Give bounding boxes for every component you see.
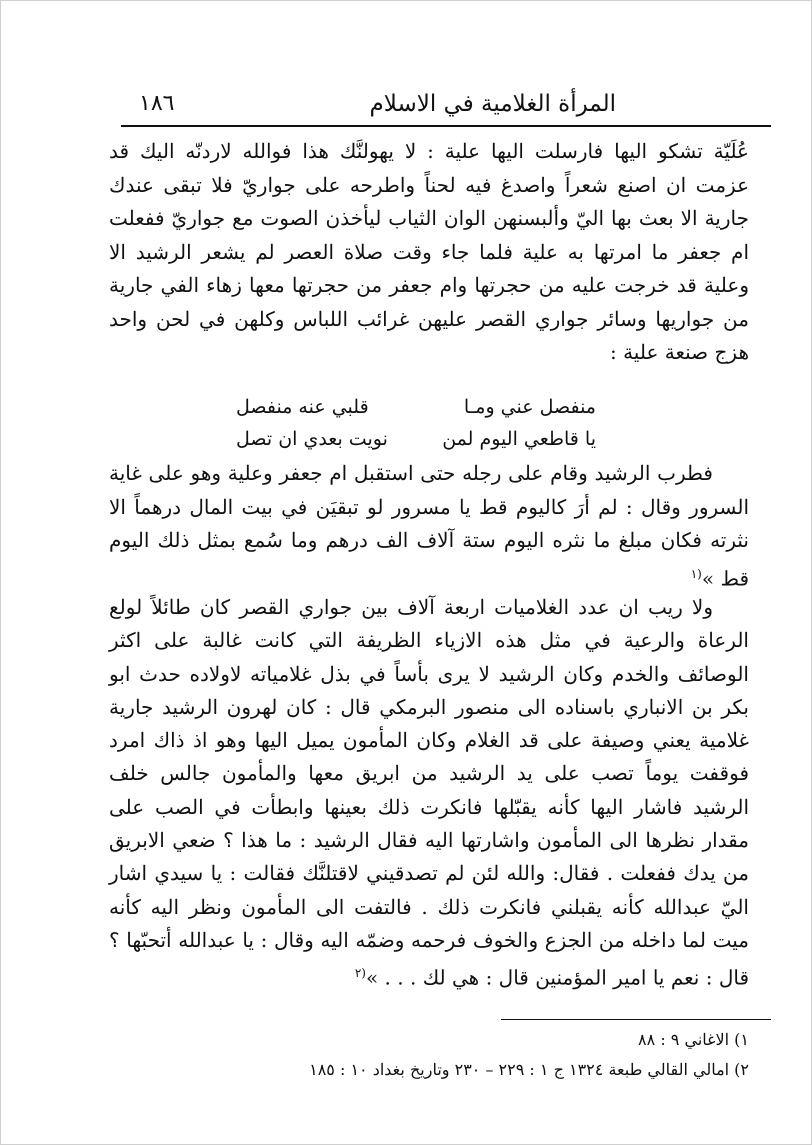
footnote: ٢) امالي القالي طبعة ١٣٢٤ ج ١ : ٢٢٩ – ٢٣٠ وتاريخ بغداد ١٠ : ١٨٥ [309,1060,749,1079]
footnote-ref: (١ [690,566,702,581]
body-paragraph-mid [109,457,749,596]
hemistich-first: يا قاطعي اليوم لمن [442,428,596,450]
paragraph [109,457,749,596]
paragraph-text: فطرب الرشيد وقام على رجله حتى استقبل ام جعفر وعلية وهو على غاية السرور وقال : لم أرَ كاليوم قط يا مسرور لو تبقيَن في بيت المال درهماً الا نثرته فكان مبلغ ما نثره اليوم ستة آلاف الف درهم وما سُمع بمثل ذلك اليوم قط » [109,461,749,591]
paragraph [109,591,749,995]
poem-line [236,391,596,423]
hemistich-first: منفصل عني ومـا [463,396,596,418]
body-paragraph-top [109,135,749,370]
page-number: ١٨٦ [139,91,175,116]
running-title: المرأة الغلامية في الاسلام [369,91,616,117]
paragraph-text: ولا ريب ان عدد الغلاميات اربعة آلاف بين جواري القصر كان طائلاً لولع الرعاة والرعية في مثل هذه الازياء الظريفة التي كانت غالبة على اكثر الوصائف والخدم وكان الرشيد لا يرى بأساً في بذل غلامياته لاولاده حدث ابو بكر بن الانباري باسناده الى منصور البرمكي قال : كان لهرون الرشيد جارية غلامية يعني وصيفة على قد الغلام وكان المأمون يميل اليها وهو اذ ذاك امرد فوقفت يوماً تصب على يد الرشيد من ابريق معها والمأمون جالس خلف الرشيد فاشار اليها كأنه يقبّلها فانكرت ذلك بعينها وابطأت في الصب على مقدار نظرها الى المأمون واشارتها اليه فقال الرشيد : ما هذا ؟ ضعي الابريق من يدك ففعلت . فقال: والله لئن لم تصدقيني لاقتلنَّك فقالت : يا سيدي اشار اليّ عبدالله كأنه يقبلني فانكرت ذلك . فالتفت الى المأمون ونظر اليه كأنه ميت لما داخله من الجزع والخوف فرحمه وضمّه اليه وقال : يا عبدالله أتحبّها ؟ قال : نعم يا امير المؤمنين قال : هي لك . . . » [109,595,749,990]
body-paragraph-bottom [109,591,749,995]
header-rule [121,125,771,127]
footnote-ref: (٢ [354,966,366,981]
hemistich-second: قلبي عنه منفصل [236,396,369,418]
footnote: ١) الاغاني ٩ : ٨٨ [638,1030,749,1049]
footnote-rule [501,1019,771,1020]
paragraph: عُلَيّة تشكو اليها فارسلت اليها علية : لا يهولنَّك هذا فوالله لاردنّه اليك قد عزمت ان اصنع شعراً واصدغ فيه لحناً واطرحه على جواريّ فلا تبقى عندك جارية الا بعث بها اليّ وألبسنهن الوان الثياب ليأخذن الصوت مع جواريّ ففعلت ام جعفر ما امرتها به علية فلما جاء وقت صلاة العصر لم يشعر الرشيد الا وعلية قد خرجت عليه من حجرتها وام جعفر من حجرتها معها زهاء الفي جارية من جواريها وسائر جواري القصر عليهن غرائب اللباس وكلهن في لحن واحد هزج صنعة علية : [109,139,749,364]
hemistich-second: نويت بعدي ان تصل [236,428,388,450]
poem [236,391,596,455]
footnotes [109,1025,749,1085]
poem-line [236,423,596,455]
page-header [121,87,791,127]
